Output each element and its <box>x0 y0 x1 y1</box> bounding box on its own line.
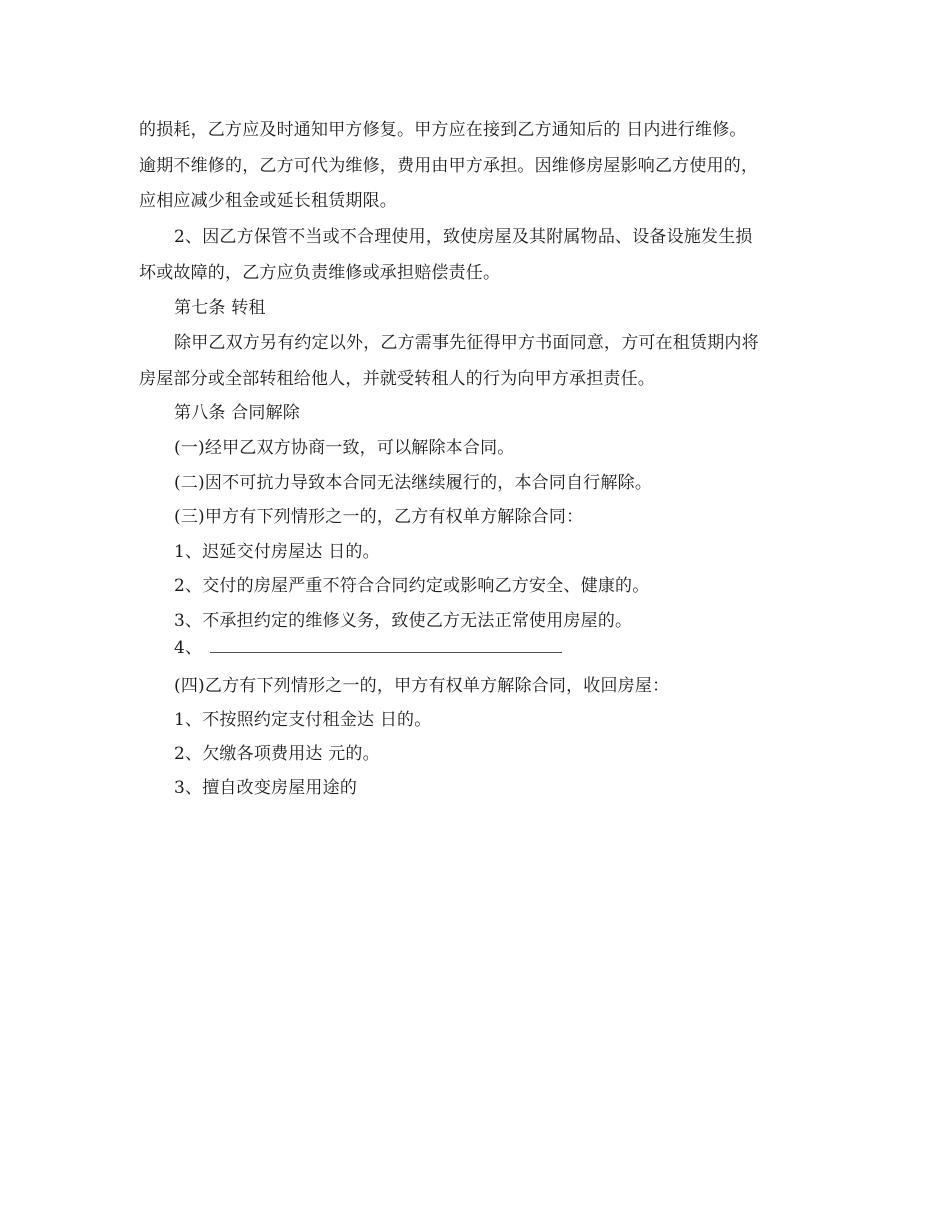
paragraph-line: 除甲乙双方另有约定以外，乙方需事先征得甲方书面同意，方可在租赁期内将 <box>174 333 759 353</box>
clause-item: (一)经甲乙双方协商一致，可以解除本合同。 <box>174 438 515 458</box>
fill-in-blank-line <box>210 638 562 653</box>
clause-item: 3、擅自改变房屋用途的 <box>174 778 358 798</box>
clause-item: (三)甲方有下列情形之一的，乙方有权单方解除合同： <box>174 507 584 527</box>
article-heading: 第八条 合同解除 <box>174 403 301 423</box>
paragraph-line: 应相应减少租金或延长租赁期限。 <box>139 191 397 211</box>
clause-item-blank <box>174 637 562 659</box>
clause-number: 4、 <box>174 638 203 658</box>
paragraph-line: 坏或故障的，乙方应负责维修或承担赔偿责任。 <box>139 263 501 283</box>
paragraph-line: 的损耗，乙方应及时通知甲方修复。甲方应在接到乙方通知后的 日内进行维修。 <box>139 120 747 140</box>
article-heading: 第七条 转租 <box>174 298 266 318</box>
paragraph-line: 逾期不维修的，乙方可代为维修，费用由甲方承担。因维修房屋影响乙方使用的， <box>139 156 759 176</box>
clause-item: 2、因乙方保管不当或不合理使用，致使房屋及其附属物品、设备设施发生损 <box>174 227 753 247</box>
clause-item: 3、不承担约定的维修义务，致使乙方无法正常使用房屋的。 <box>174 611 633 631</box>
clause-item: 2、交付的房屋严重不符合合同约定或影响乙方安全、健康的。 <box>174 576 650 596</box>
clause-item: (四)乙方有下列情形之一的，甲方有权单方解除合同，收回房屋： <box>174 676 670 696</box>
clause-item: 2、欠缴各项费用达 元的。 <box>174 744 380 764</box>
clause-item: 1、不按照约定支付租金达 日的。 <box>174 710 432 730</box>
clause-item: 1、迟延交付房屋达 日的。 <box>174 542 380 562</box>
paragraph-line: 房屋部分或全部转租给他人，并就受转租人的行为向甲方承担责任。 <box>139 369 655 389</box>
clause-item: (二)因不可抗力导致本合同无法继续履行的，本合同自行解除。 <box>174 473 653 493</box>
